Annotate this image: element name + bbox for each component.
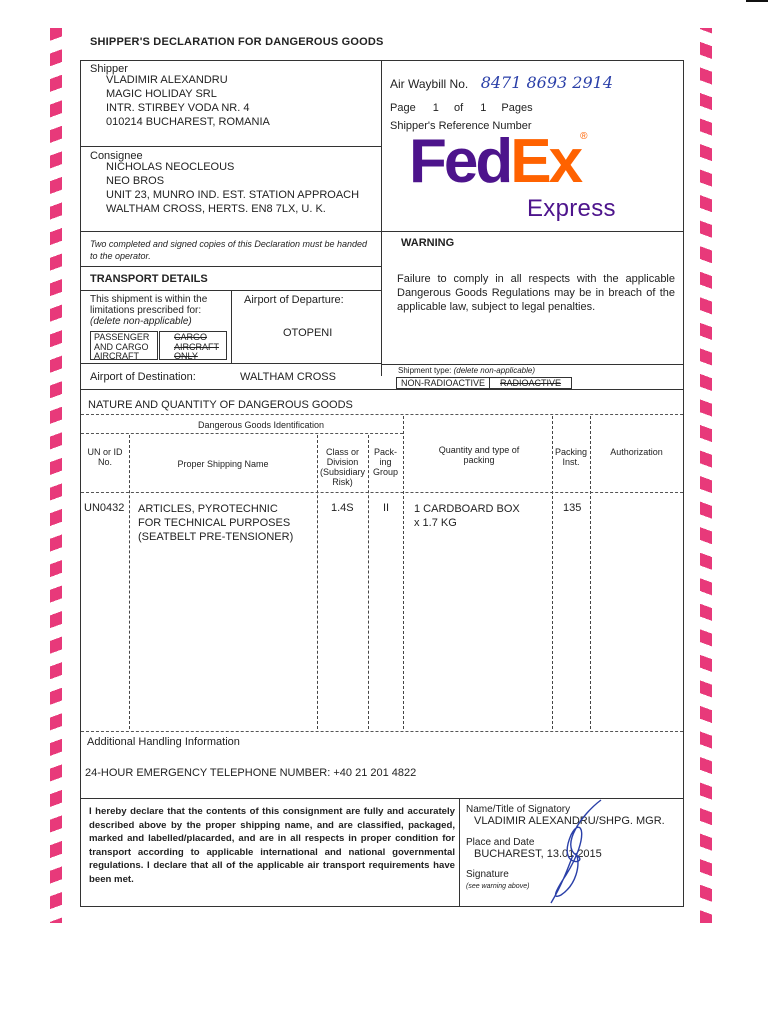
air-waybill xyxy=(390,73,613,93)
page-count: Page 1 of 1 Pages xyxy=(390,102,533,114)
shipper-line: MAGIC HOLIDAY SRL xyxy=(106,88,217,100)
signatory-label: Name/Title of Signatory xyxy=(466,804,571,815)
shipper-label: Shipper xyxy=(90,63,128,75)
limitation-text: This shipment is within the limitations prescribed for: (delete non-applicable) xyxy=(90,294,208,327)
shipper-reference-label: Shipper's Reference Number xyxy=(390,120,532,132)
header-packing-group: Pack- ing Group xyxy=(372,447,398,477)
awb-label: Air Waybill No. xyxy=(390,77,469,91)
declaration-form xyxy=(80,60,684,907)
cell-class: 1.4S xyxy=(331,502,354,514)
shipper-line: VLADIMIR ALEXANDRU xyxy=(106,74,228,86)
column-divider xyxy=(381,61,382,376)
consignee-line: NICHOLAS NEOCLEOUS xyxy=(106,161,235,173)
consignee-line: WALTHAM CROSS, HERTS. EN8 7LX, U. K. xyxy=(106,203,326,215)
emergency-phone: 24-HOUR EMERGENCY TELEPHONE NUMBER: +40 21 201 4822 xyxy=(85,767,417,779)
cell-un-number: UN0432 xyxy=(84,502,125,514)
identification-label: Dangerous Goods Identification xyxy=(197,420,325,430)
handwritten-signature xyxy=(521,795,611,905)
cell-packing-inst: 135 xyxy=(563,502,582,514)
consignee-line: NEO BROS xyxy=(106,175,165,187)
declaration-text: I hereby declare that the contents of this consignment are fully and accurately described above by the proper shipping name, and are classified, packaged, marked and labelled/placarded, and are in all respects in proper condition for transport according to applicable international and national governmental regulations. I declare that all of the applicable air transport requirements have been met. xyxy=(89,806,455,885)
header-authorization: Authorization xyxy=(610,447,663,457)
fedex-express-logo: FedEx® Express xyxy=(409,127,616,222)
header-packing-inst: Packing Inst. xyxy=(554,447,588,467)
copies-note: Two completed and signed copies of this Declaration must be handed to the operator. xyxy=(90,239,367,261)
cell-packing-group: II xyxy=(383,502,390,514)
departure-label: Airport of Departure: xyxy=(244,294,344,306)
header-un: UN or ID No. xyxy=(87,447,123,467)
additional-handling-label: Additional Handling Information xyxy=(87,736,240,748)
hazard-stripe-right xyxy=(700,28,712,923)
header-quantity: Quantity and type of packing xyxy=(438,445,520,465)
header-proper-shipping-name: Proper Shipping Name xyxy=(177,459,269,469)
signature-label: Signature xyxy=(466,869,509,880)
shipper-address xyxy=(106,73,270,129)
destination-airport: WALTHAM CROSS xyxy=(240,371,336,383)
shipment-type-options: NON-RADIOACTIVE RADIOACTIVE xyxy=(396,377,572,389)
destination-label: Airport of Destination: xyxy=(90,371,196,383)
signatory-name: VLADIMIR ALEXANDRU/SHPG. MGR. xyxy=(474,815,665,827)
passenger-aircraft-option: PASSENGER AND CARGO AIRCRAFT xyxy=(90,331,158,360)
hazard-stripe-left xyxy=(50,28,62,923)
shipment-type-label: Shipment type: (delete non-applicable) xyxy=(398,366,535,375)
consignee-line: UNIT 23, MUNRO IND. EST. STATION APPROACH xyxy=(106,189,360,201)
document-title: SHIPPER'S DECLARATION FOR DANGEROUS GOODS xyxy=(90,36,384,48)
corner-mark xyxy=(746,0,768,2)
awb-number: 8471 8693 2914 xyxy=(480,73,614,92)
signature-note: (see warning above) xyxy=(466,883,530,890)
cell-quantity: 1 CARDBOARD BOX x 1.7 KG xyxy=(414,503,520,529)
place-date-label: Place and Date xyxy=(466,837,535,848)
shipper-line: INTR. STIRBEY VODA NR. 4 xyxy=(106,102,250,114)
nature-title: NATURE AND QUANTITY OF DANGEROUS GOODS xyxy=(88,399,353,411)
cell-proper-shipping-name: ARTICLES, PYROTECHNIC FOR TECHNICAL PURPOSES (SEATBELT PRE-TENSIONER) xyxy=(138,503,294,543)
consignee-label: Consignee xyxy=(90,150,143,162)
consignee-address xyxy=(106,160,359,216)
warning-title: WARNING xyxy=(401,237,455,249)
shipper-line: 010214 BUCHAREST, ROMANIA xyxy=(106,116,270,128)
cargo-aircraft-option: CARGO AIRCRAFT ONLY xyxy=(159,331,227,360)
transport-title: TRANSPORT DETAILS xyxy=(90,273,208,285)
departure-airport: OTOPENI xyxy=(283,327,333,339)
header-class: Class or Division (Subsidiary Risk) xyxy=(319,447,366,487)
place-date: BUCHAREST, 13.01.2015 xyxy=(474,848,602,860)
warning-text: Failure to comply in all respects with the applicable Dangerous Goods Regulations may be in breach of the applicable law, subject to legal penalties. xyxy=(397,273,675,313)
